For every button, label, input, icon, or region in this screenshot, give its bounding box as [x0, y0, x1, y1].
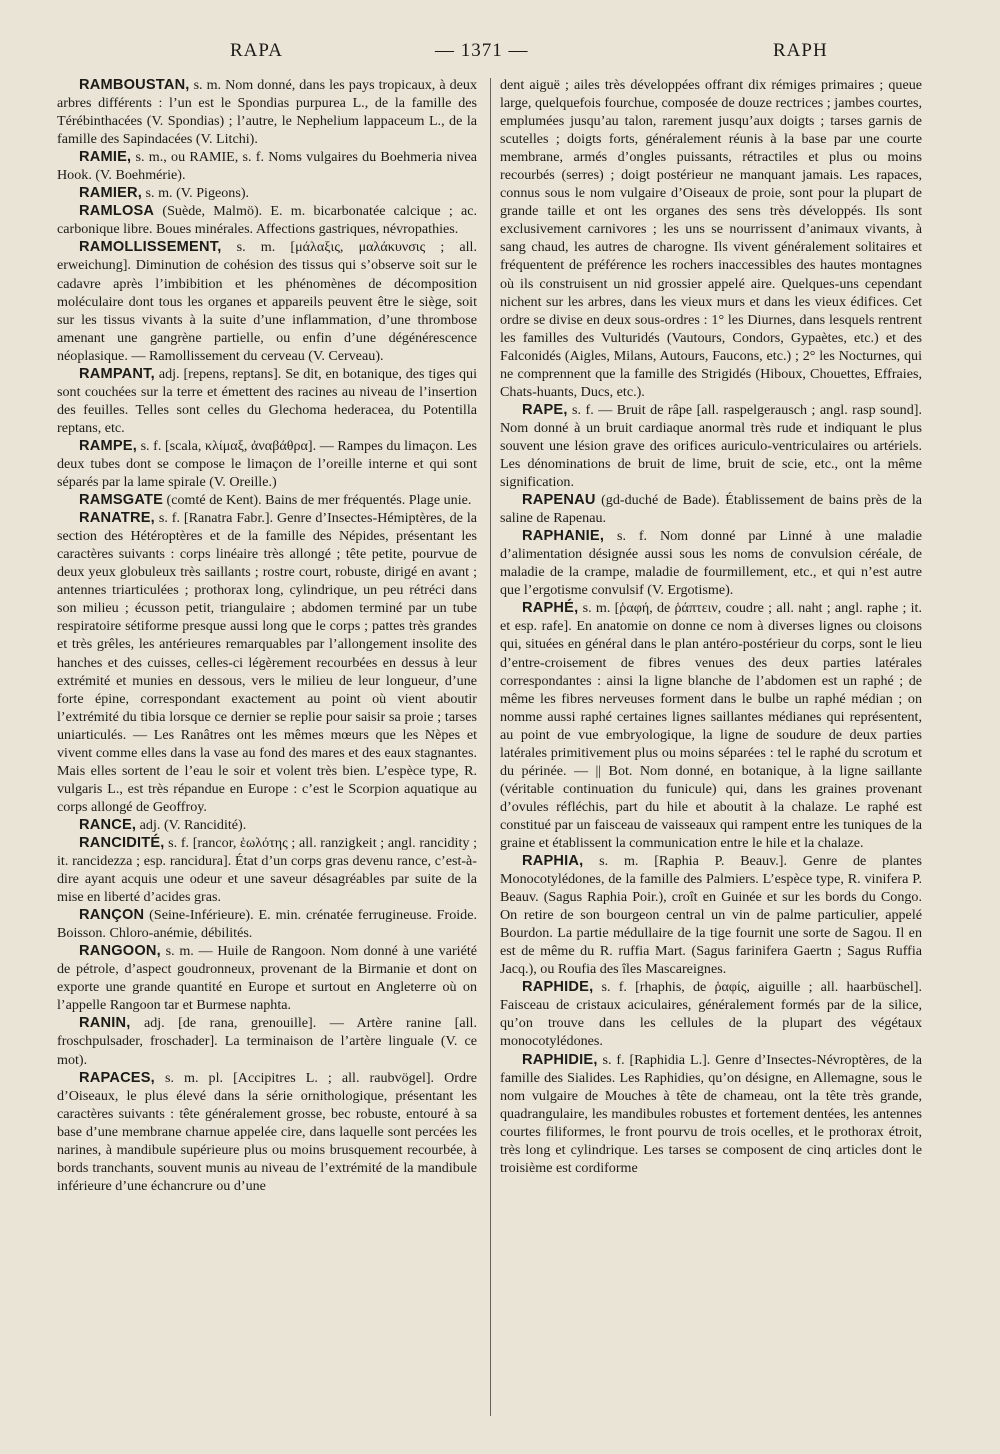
dictionary-entry [500, 1051, 922, 1177]
page-number: — 1371 — [435, 40, 529, 61]
column-divider [490, 78, 491, 1416]
entry-definition: s. f. [Ranatra Fabr.]. Genre d’Insectes-Hémiptères, de la section des Hétéroptères et de la famille des Népides, présentant les caractères suivants : corps linéaire très allongé ; tête petite, pourvue de deux yeux globuleux très saillants ; rostre court, robuste, dirigé en avant ; antennes triarticulées ; prothorax long, cylindrique, un peu rétréci dans son milieu ; écusson petit, triangulaire ; abdomen terminé par un tube respiratoire sétiforme presque aussi long que le corps ; pattes très grandes et très grêles, les antérieures remarquables par l’allongement insolite des hanches et des cuisses, celles-ci légèrement recourbées en dessus à leur extrémité et munies en dessous, vers le milieu de leur longueur, d’une forte épine, correspondant exactement au point où vient aboutir l’extrémité du tibia lorsque ce dernier se replie pour saisir sa proie ; tarses uniarticulés. — Les Ranâtres ont les mêmes mœurs que les Nèpes et vivent comme elles dans la vase au fond des mares et des eaux stagnantes. Mais elles sortent de l’eau le soir et volent très bien. L’espèce type, R. vulgaris L., est très répandue en Europe : c’est le Scorpion aquatique au corps allongé de Geoffroy. [57, 510, 477, 815]
entry-definition: s. f. [Raphidia L.]. Genre d’Insectes-Névroptères, de la famille des Sialides. Les Raphidies, qu’on désigne, en Allemagne, sous le nom vulgaire de Mouches à tête de chameau, ont la tête très grande, quadrangulaire, les mandibules robustes et fortement dentées, les antennes courtes filiformes, le front pourvu de trois ocelles, et le prothorax étroit, très long et cylindrique. Les tarses se composent de cinq articles dont le troisième est cordiforme [500, 1051, 922, 1176]
dictionary-entry [57, 906, 477, 942]
running-head-right: RAPH [773, 40, 828, 61]
entry-headword: RANCIDITÉ, [79, 834, 165, 851]
entry-definition: dent aiguë ; ailes très développées offrant dix rémiges primaires ; queue large, quelquefois fourchue, composée de douze rectrices ; jambes courtes, emplumées jusqu’au talon, rarement jusqu’aux doigts ; tarses garnis de scutelles ; doigts forts, généralement réunis à la base par une courte membrane, armés d’ongles puissants, rétractiles et plus ou moins recourbés (serres) ; doigt postérieur ne manquant jamais. Les rapaces, connus sous le nom vulgaire d’Oiseaux de proie, sont pour la plupart de grande taille et ont les organes des sens très développés. Ils sont exclusivement carnivores ; les uns se nourrissent d’animaux vivants, à sang chaud, les autres de charogne. Ils vivent généralement solitaires et fréquentent de préférence les rochers inaccessibles des hautes montagnes où ils construisent un nid grossier appelé aire. Quelques-uns cependant nichent sur les arbres, dans les vieux murs et dans les vieux édifices. Cet ordre se divise en deux sous-ordres : 1° les Diurnes, dans lesquels rentrent les familles des Vulturidés (Vautours, Condors, Gypaètes, etc.) et des Falconidés (Aigles, Milans, Autours, Faucons, etc.) ; 2° les Nocturnes, qui ne comprennent que la famille des Strigidés (Hiboux, Chouettes, Effraies, Chats-huants, Ducs, etc.). [500, 77, 922, 400]
entry-definition: (Suède, Malmö). E. m. bicarbonatée calcique ; ac. carbonique libre. Boues minérales. Affections gastriques, névropathies. [57, 203, 477, 238]
entry-headword: RAMSGATE [79, 492, 164, 509]
dictionary-entry [57, 148, 477, 184]
dictionary-entry [500, 491, 922, 527]
entry-definition: s. m. [ῥαφή, de ῥάπτειν, coudre ; all. naht ; angl. raphe ; it. et esp. rafe]. En anatomie on donne ce nom à diverses lignes ou cloisons qui, situées en général dans le plan antéro-postérieur du corps, sont le lieu d’entre-croisement de fibres venues des deux parties latérales correspondantes : ainsi la ligne blanche de l’abdomen est un raphé ; de même les fibres nerveuses forment dans le bulbe un raphé médian ; on nomme aussi raphé certaines lignes saillantes médianes qui représentent, au point de vue embryologique, la ligne de soudure de deux parties latérales primitivement plus ou moins séparées : tel le raphé du scrotum et du périnée. — || Bot. Nom donné, en botanique, à la ligne saillante (véritable continuation du funicule) qui, dans les graines provenant d’ovules réfléchis, part du hile et aboutit à la chalaze. Le raphé est constitué par un faisceau de vaisseaux qui rampent entre les tuniques de la graine et établissent la communication entre le hile et la chalaze. [500, 600, 922, 851]
entry-definition: s. f. [rhaphis, de ῥαφίς, aiguille ; all. haarbüschel]. Faisceau de cristaux aciculaires, généralement formés par de la silice, qu’on trouve dans les cellules de la plupart des végétaux monocotylédones. [500, 979, 922, 1050]
entry-definition: adj. [repens, reptans]. Se dit, en botanique, des tiges qui sont couchées sur la terre et émettent des racines au niveau de l’insertion des feuilles. Telles sont celles du Glechoma hederacea, du Potentilla reptans, etc. [57, 365, 477, 436]
entry-headword: RAMLOSA [79, 203, 155, 220]
dictionary-entry [500, 76, 922, 401]
dictionary-entry [57, 509, 477, 816]
running-head-left: RAPA [230, 40, 283, 61]
entry-definition: s. m. — Huile de Rangoon. Nom donné à une variété de pétrole, d’aspect goudronneux, provenant de la Birmanie et dont on exporte une grande quantité en Europe et surtout en Angleterre où on l’appelle Rangoon tar et Burmese naphta. [57, 943, 477, 1014]
entry-definition: (gd-duché de Bade). Établissement de bains près de la saline de Rapenau. [500, 492, 922, 527]
dictionary-entry [500, 401, 922, 491]
dictionary-entry [57, 365, 477, 437]
entry-definition: s. m. pl. [Accipitres L. ; all. raubvögel]. Ordre d’Oiseaux, le plus élevé dans la série ornithologique, présentant les caractères suivants : tête généralement grosse, bec robuste, entouré à sa base d’une membrane charnue appelée cire, dans laquelle sont percées les narines, à mandibule supérieure plus ou moins brusquement recourbée, à bords tranchants, souvent munis au niveau de l’extrémité de la mandibule inférieure d’une échancrure ou d’une [57, 1069, 477, 1194]
dictionary-entry [57, 184, 477, 202]
dictionary-entry [57, 437, 477, 491]
dictionary-entry [500, 599, 922, 852]
left-column [57, 76, 477, 1416]
entry-headword: RAPHIDE, [522, 979, 594, 996]
entry-definition: s. m., ou RAMIE, s. f. Noms vulgaires du Boehmeria nivea Hook. (V. Boehmérie). [57, 149, 477, 184]
entry-definition: adj. (V. Rancidité). [136, 816, 247, 833]
entry-definition: (comté de Kent). Bains de mer fréquentés. Plage unie. [163, 492, 472, 509]
entry-headword: RAPHIA, [522, 853, 584, 870]
right-column [500, 76, 922, 1416]
entry-definition: adj. [de rana, grenouille]. — Artère ranine [all. froschpulsader, froschader]. La terminaison de l’artère linguale (V. ce mot). [57, 1015, 477, 1068]
entry-definition: s. f. [rancor, ἑωλότης ; all. ranzigkeit ; angl. rancidity ; it. rancidezza ; esp. rancidura]. État d’un corps gras devenu rance, c’est-à-dire ayant acquis une odeur et une saveur désagréables par suite de la mise en liberté d’acides gras. [57, 834, 477, 906]
entry-headword: RAMPANT, [79, 365, 155, 382]
dictionary-entry [57, 1069, 477, 1195]
entry-headword: RAPE, [522, 401, 568, 418]
entry-definition: s. f. — Bruit de râpe [all. raspelgerausch ; angl. rasp sound]. Nom donné à un bruit cardiaque anormal très rude et indiquant le plus souvent une lésion grave des orifices auriculo-ventriculaires ou artériels. Les dénominations de bruit de lime, bruit de scie, etc., ont la même signification. [500, 401, 922, 491]
dictionary-entry [57, 834, 477, 906]
dictionary-entry [57, 76, 477, 148]
entry-headword: RANIN, [79, 1015, 131, 1032]
dictionary-entry [500, 852, 922, 978]
entry-definition: s. m. Nom donné, dans les pays tropicaux, à deux arbres différents : l’un est le Spondias purpurea L., de la famille des Térébinthacées (V. Spondias) ; l’autre, le Nephelium lappaceum L., de la famille des Sapindacées (V. Litchi). [57, 77, 477, 148]
dictionary-entry [57, 1014, 477, 1068]
entry-headword: RAMPE, [79, 437, 137, 454]
entry-headword: RAPACES, [79, 1069, 155, 1086]
page-header [0, 40, 1000, 72]
dictionary-entry [57, 942, 477, 1014]
entry-headword: RAMBOUSTAN, [79, 77, 190, 93]
entry-headword: RAMIE, [79, 149, 132, 166]
entry-headword: RAPENAU [522, 492, 596, 509]
entry-headword: RAMOLLISSEMENT, [79, 239, 222, 256]
entry-headword: RAPHANIE, [522, 528, 605, 545]
entry-headword: RAPHÉ, [522, 600, 579, 617]
dictionary-entry [500, 527, 922, 599]
dictionary-entry [57, 238, 477, 364]
entry-definition: (Seine-Inférieure). E. min. crénatée ferrugineuse. Froide. Boisson. Chloro-anémie, débilités. [57, 907, 477, 942]
dictionary-entry [500, 978, 922, 1050]
entry-headword: RANÇON [79, 907, 145, 924]
entry-headword: RANGOON, [79, 943, 161, 960]
entry-headword: RANCE, [79, 816, 137, 833]
entry-definition: s. m. [μάλαξις, μαλάκυνσις ; all. erweichung]. Diminution de cohésion des tissus qui s’observe soit sur le cadavre après l’imbibition et les phénomènes de décomposition moléculaire dont tous les organes et appareils peuvent être le siège, soit sur les tissus vivants à la suite d’une inflammation, d’une thrombose amenant une gangrène partielle, ou enfin d’une dégénérescence néoplasique. — Ramollissement du cerveau (V. Cerveau). [57, 239, 477, 364]
entry-headword: RAMIER, [79, 185, 143, 202]
entry-headword: RAPHIDIE, [522, 1051, 598, 1068]
dictionary-entry [57, 816, 477, 834]
entry-definition: s. m. (V. Pigeons). [142, 185, 250, 202]
dictionary-entry [57, 491, 477, 509]
entry-definition: s. f. [scala, κλίμαξ, ἀναβάθρα]. — Rampes du limaçon. Les deux tubes dont se compose le limaçon de l’oreille interne et qui sont séparés par la lame spirale (V. Oreille.) [57, 437, 477, 491]
entry-definition: s. f. Nom donné par Linné à une maladie d’alimentation désignée aussi sous les noms de convulsion céréale, de maladie de la crampe, maladie de fourmillement, etc., et qui n’est autre que l’ergotisme convulsif (V. Ergotisme). [500, 528, 922, 599]
dictionary-entry [57, 202, 477, 238]
entry-headword: RANATRE, [79, 510, 155, 527]
entry-definition: s. m. [Raphia P. Beauv.]. Genre de plantes Monocotylédones, de la famille des Palmiers. L’espèce type, R. vinifera P. Beauv. (Sagus Raphia Poir.), croît en Guinée et sur les bords du Congo. On retire de son bourgeon central un vin de palme particulier, appelé Bourdon. La partie médullaire de la tige fournit une sorte de Sagou. Il en est de même du R. ruffia Mart. (Sagus farinifera Gaertn ; Sagus Ruffia Jacq.), ou Roufia des îles Mascareignes. [500, 853, 922, 978]
